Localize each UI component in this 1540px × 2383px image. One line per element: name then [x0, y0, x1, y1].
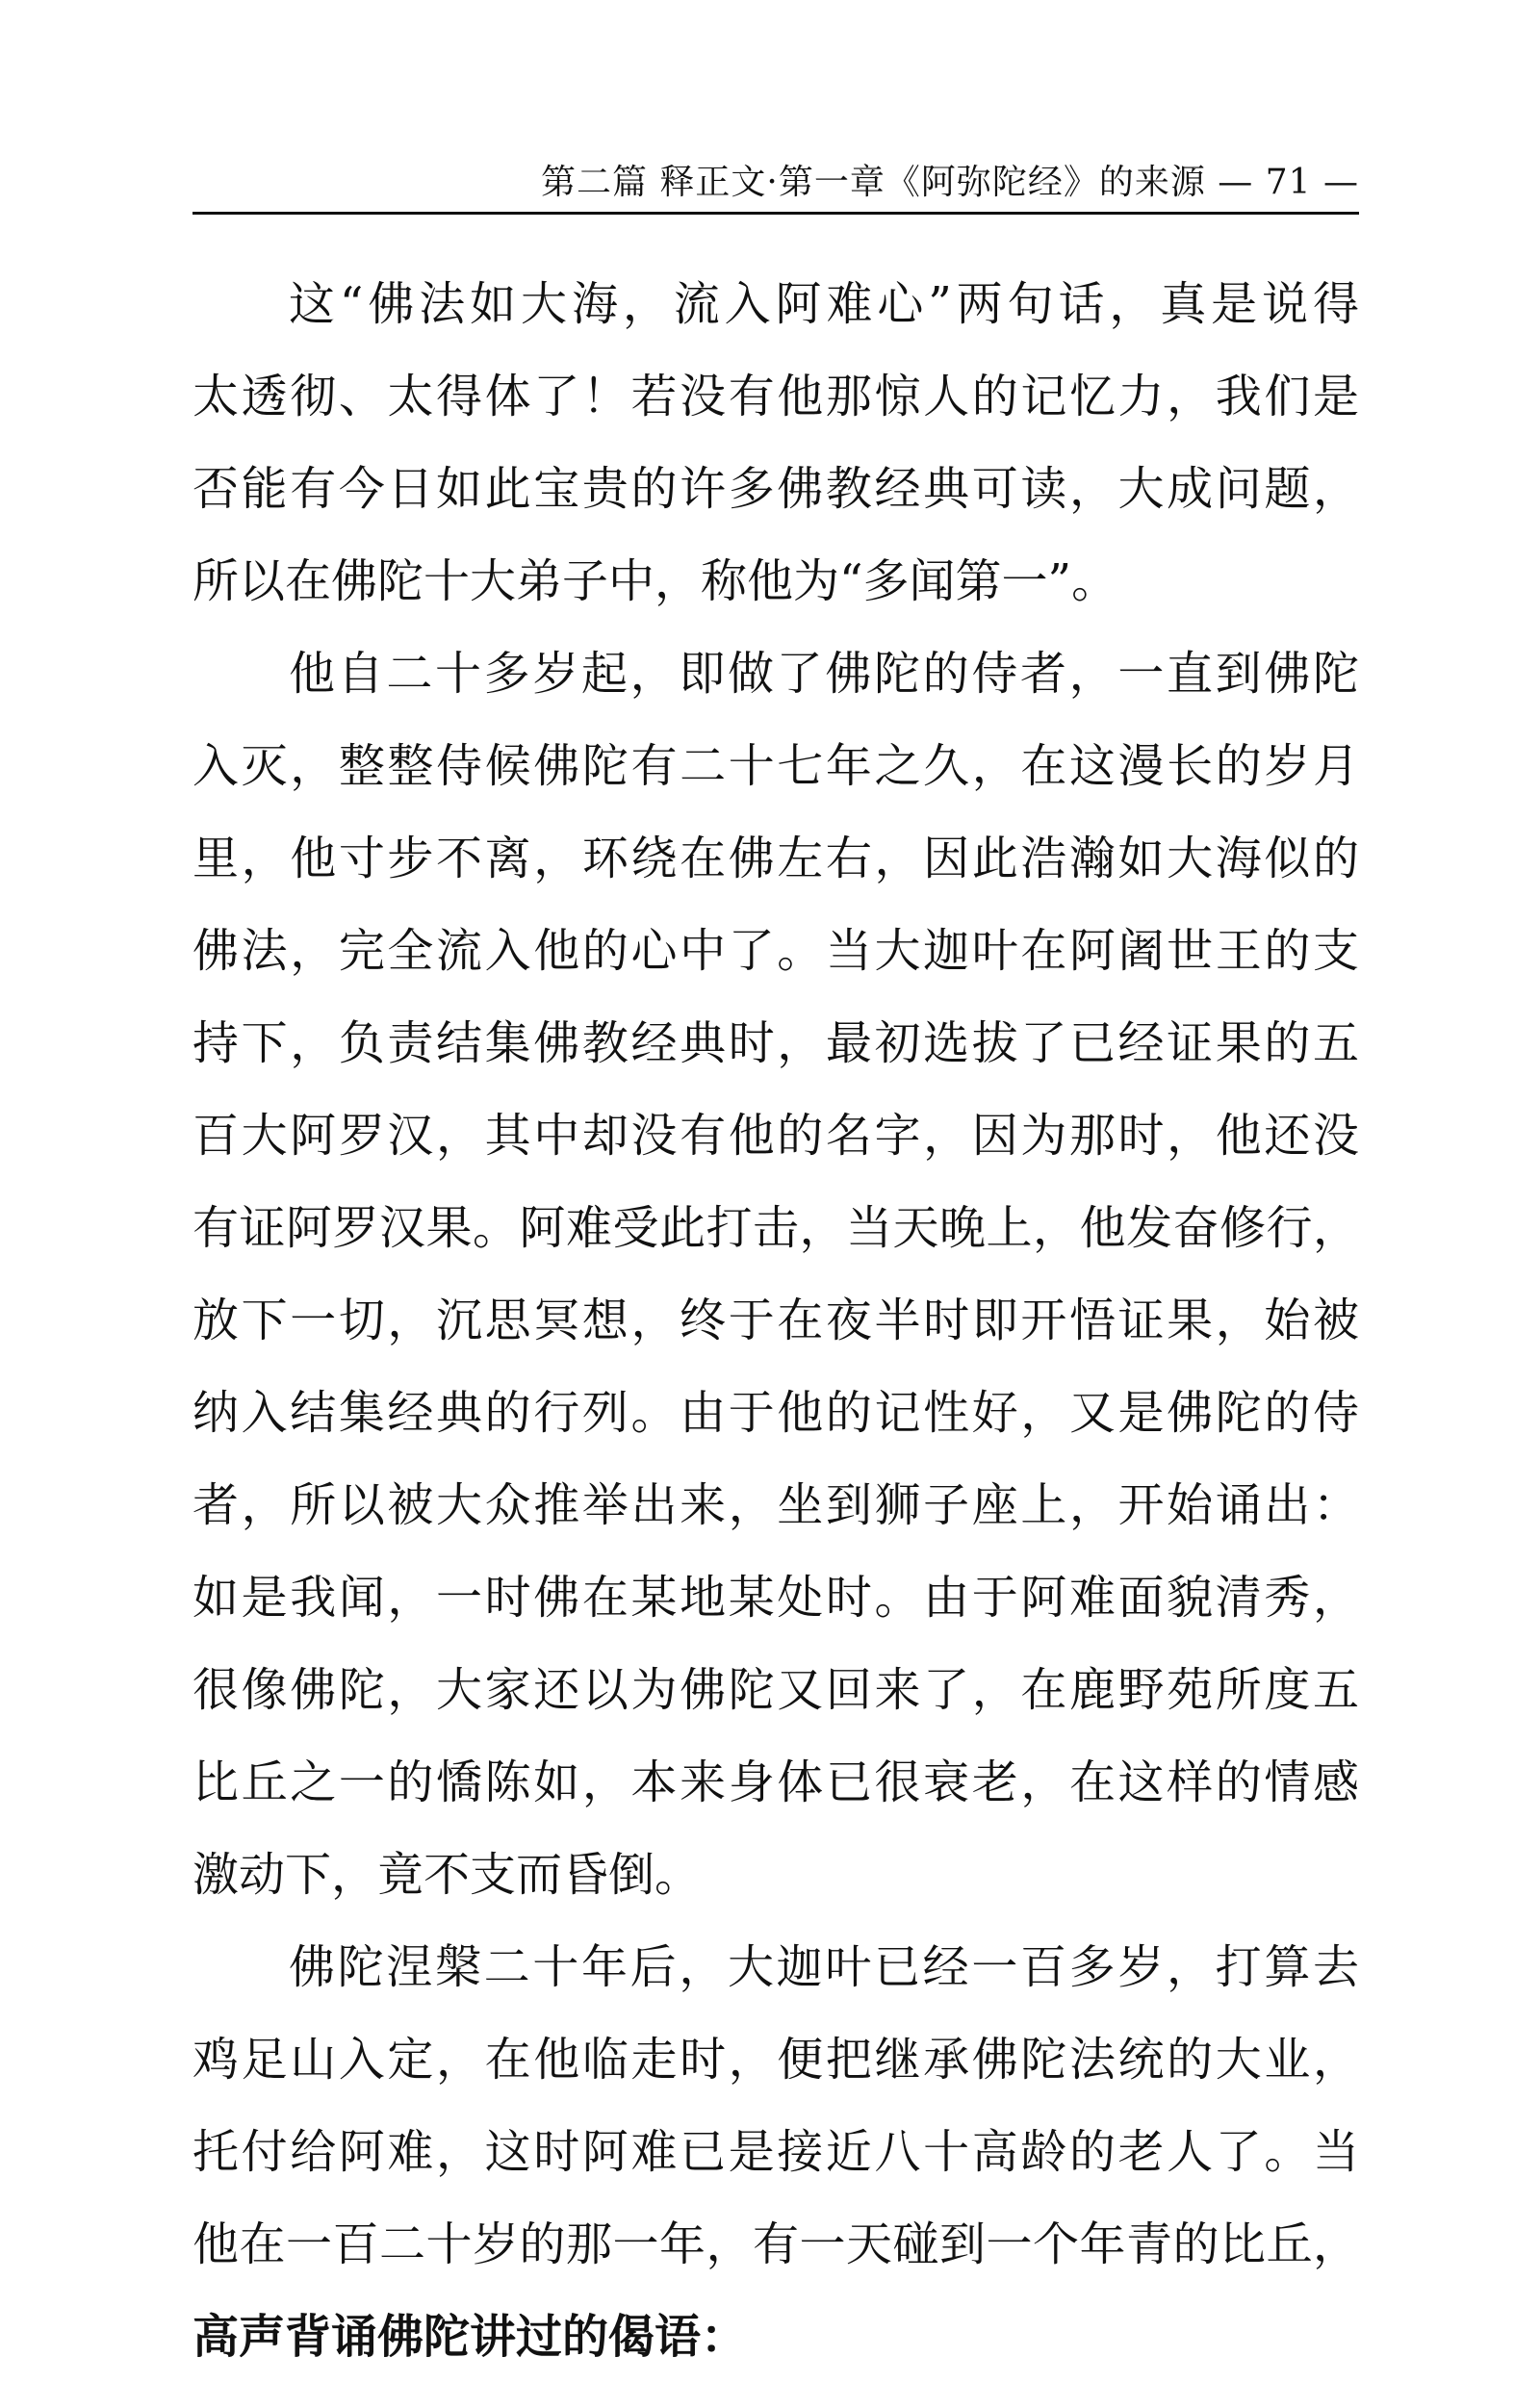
- text-line: 放下一切，沉思冥想，终于在夜半时即开悟证果，始被: [192, 1294, 1359, 1347]
- text-line: 这“佛法如大海，流入阿难心”两句话，真是说得: [289, 277, 1359, 331]
- text-line: 比丘之一的憍陈如，本来身体已很衰老，在这样的情感: [192, 1755, 1359, 1809]
- text-line: 百大阿罗汉，其中却没有他的名字，因为那时，他还没: [192, 1109, 1359, 1163]
- text-line: 很像佛陀，大家还以为佛陀又回来了，在鹿野苑所度五: [192, 1663, 1359, 1717]
- text-line: 鸡足山入定，在他临走时，便把继承佛陀法统的大业，: [192, 2033, 1359, 2087]
- text-line: 者，所以被大众推举出来，坐到狮子座上，开始诵出：: [192, 1478, 1359, 1532]
- header-title: 第二篇 释正文·第一章《阿弥陀经》的来源 — 71 —: [540, 163, 1359, 202]
- body-text: [192, 258, 1359, 2383]
- text-line: 所以在佛陀十大弟子中，称他为“多闻第一”。: [192, 554, 1118, 608]
- running-header: [192, 162, 1359, 215]
- text-line: 他自二十多岁起，即做了佛陀的侍者，一直到佛陀: [289, 647, 1359, 701]
- text-line: 他在一百二十岁的那一年，有一天碰到一个年青的比丘，: [192, 2217, 1359, 2271]
- text-line: 纳入结集经典的行列。由于他的记性好，又是佛陀的侍: [192, 1386, 1359, 1440]
- text-line: 入灭，整整侍候佛陀有二十七年之久，在这漫长的岁月: [192, 739, 1359, 793]
- text-line: 持下，负责结集佛教经典时，最初选拔了已经证果的五: [192, 1016, 1359, 1070]
- text-line: 激动下，竟不支而昏倒。: [192, 1848, 702, 1902]
- text-line: 太透彻、太得体了！若没有他那惊人的记忆力，我们是: [192, 370, 1359, 423]
- text-line: 佛法，完全流入他的心中了。当大迦叶在阿阇世王的支: [192, 924, 1359, 978]
- text-line: 托付给阿难，这时阿难已是接近八十高龄的老人了。当: [192, 2125, 1359, 2179]
- text-line: 有证阿罗汉果。阿难受此打击，当天晚上，他发奋修行，: [192, 1201, 1359, 1255]
- text-line: 如是我闻，一时佛在某地某处时。由于阿难面貌清秀，: [192, 1571, 1359, 1625]
- text-line: 否能有今日如此宝贵的许多佛教经典可读，大成问题，: [192, 462, 1359, 516]
- text-line: 高声背诵佛陀讲过的偈语：: [192, 2310, 748, 2364]
- text-line: 佛陀涅槃二十年后，大迦叶已经一百多岁，打算去: [289, 1940, 1359, 1994]
- text-line: 里，他寸步不离，环绕在佛左右，因此浩瀚如大海似的: [192, 832, 1359, 885]
